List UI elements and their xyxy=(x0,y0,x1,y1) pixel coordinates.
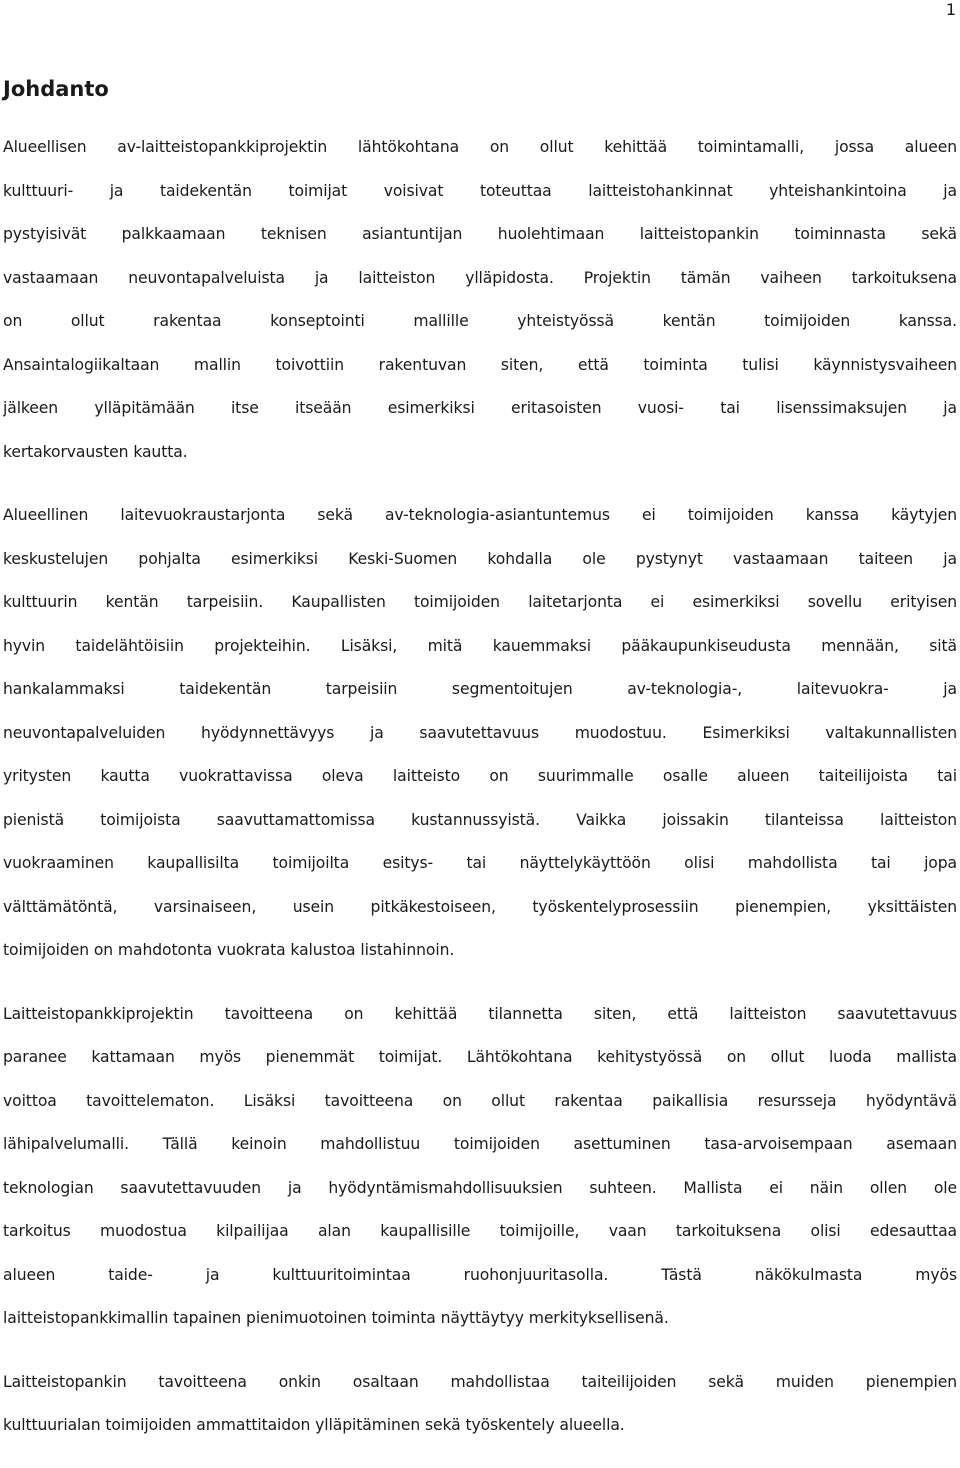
text-line: lähipalvelumalli. Tällä keinoin mahdollistuu toimijoiden asettuminen tasa-arvoisempaan asemaan xyxy=(3,1135,957,1153)
text-line: jälkeen ylläpitämään itse itseään esimerkiksi eritasoisten vuosi- tai lisenssimaksujen ja xyxy=(3,399,957,417)
section-heading: Johdanto xyxy=(3,77,109,101)
page-number: 1 xyxy=(945,0,956,19)
text-line: pienistä toimijoista saavuttamattomissa kustannussyistä. Vaikka joissakin tilanteissa laitteiston xyxy=(3,810,957,829)
text-line: paranee kattamaan myös pienemmät toimijat. Lähtökohtana kehitystyössä on ollut luoda mallista xyxy=(3,1048,957,1066)
text-line: alueen taide- ja kulttuuritoimintaa ruohonjuuritasolla. Tästä näkökulmasta myös xyxy=(3,1265,957,1284)
text-line: kertakorvausten kautta. xyxy=(3,442,188,461)
text-line: hankalammaksi taidekentän tarpeisiin segmentoitujen av-teknologia-, laitevuokra- ja xyxy=(3,680,957,698)
text-line: kulttuuri- ja taidekentän toimijat voisivat toteuttaa laitteistohankinnat yhteishankintoina ja xyxy=(3,181,957,200)
text-line: voittoa tavoittelematon. Lisäksi tavoitteena on ollut rakentaa paikallisia resursseja hyödyntävä xyxy=(3,1091,957,1110)
text-line: pystyisivät palkkaamaan teknisen asiantuntijan huolehtimaan laitteistopankin toiminnasta sekä xyxy=(3,225,957,243)
text-line: kulttuurialan toimijoiden ammattitaidon ylläpitäminen sekä työskentely alueella. xyxy=(3,1416,625,1434)
paragraph-1 xyxy=(3,126,957,474)
text-line: tarkoitus muodostua kilpailijaa alan kaupallisille toimijoille, vaan tarkoituksena olisi edesauttaa xyxy=(3,1222,957,1240)
text-line: Alueellisen av-laitteistopankkiprojektin lähtökohtana on ollut kehittää toimintamalli, jossa alueen xyxy=(3,138,957,156)
paragraph-3 xyxy=(3,993,957,1341)
text-line: teknologian saavutettavuuden ja hyödyntämismahdollisuuksien suhteen. Mallista ei näin ollen ole xyxy=(3,1178,957,1197)
text-line: kulttuurin kentän tarpeisiin. Kaupallisten toimijoiden laitetarjonta ei esimerkiksi sovellu erityisen xyxy=(3,593,957,611)
text-line: on ollut rakentaa konseptointi mallille yhteistyössä kentän toimijoiden kanssa. xyxy=(3,312,957,330)
text-line: hyvin taidelähtöisiin projekteihin. Lisäksi, mitä kauemmaksi pääkaupunkiseudusta mennään, sitä xyxy=(3,636,957,655)
text-line: vastaamaan neuvontapalveluista ja laitteiston ylläpidosta. Projektin tämän vaiheen tarkoituksena xyxy=(3,268,957,287)
paragraph-4 xyxy=(3,1361,957,1448)
text-line: Alueellinen laitevuokraustarjonta sekä av-teknologia-asiantuntemus ei toimijoiden kanssa käytyjen xyxy=(3,506,957,524)
paragraph-2 xyxy=(3,494,957,973)
text-line: yritysten kautta vuokrattavissa oleva laitteisto on suurimmalle osalle alueen taiteilijoista tai xyxy=(3,767,957,785)
text-line: välttämätöntä, varsinaiseen, usein pitkäkestoiseen, työskentelyprosessiin pienempien, yksittäisten xyxy=(3,897,957,916)
text-line: Laitteistopankkiprojektin tavoitteena on kehittää tilannetta siten, että laitteiston saavutettavuus xyxy=(3,1004,957,1023)
text-line: neuvontapalveluiden hyödynnettävyys ja saavutettavuus muodostuu. Esimerkiksi valtakunnallisten xyxy=(3,723,957,742)
text-line: keskustelujen pohjalta esimerkiksi Keski-Suomen kohdalla ole pystynyt vastaamaan taiteen ja xyxy=(3,549,957,568)
text-line: toimijoiden on mahdotonta vuokrata kalustoa listahinnoin. xyxy=(3,941,455,959)
text-line: Laitteistopankin tavoitteena onkin osaltaan mahdollistaa taiteilijoiden sekä muiden pienempien xyxy=(3,1372,957,1391)
text-line: laitteistopankkimallin tapainen pienimuotoinen toiminta näyttäytyy merkityksellisenä. xyxy=(3,1309,669,1327)
text-line: Ansaintalogiikaltaan mallin toivottiin rakentuvan siten, että toiminta tulisi käynnistysvaiheen xyxy=(3,355,957,374)
document-body xyxy=(3,126,957,1468)
text-line: vuokraaminen kaupallisilta toimijoilta esitys- tai näyttelykäyttöön olisi mahdollista tai jopa xyxy=(3,854,957,872)
